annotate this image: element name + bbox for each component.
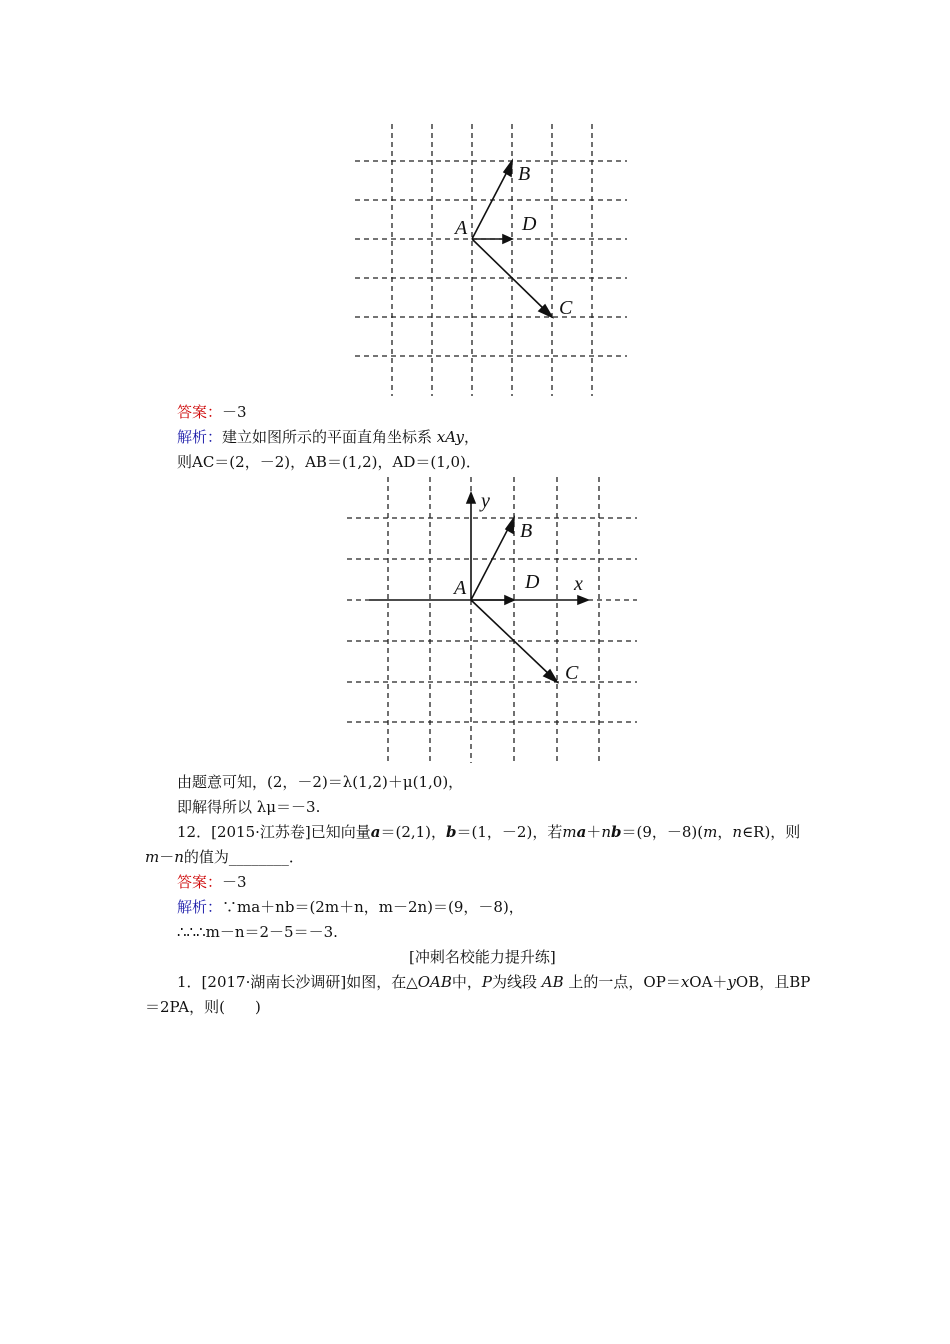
vector-ac xyxy=(472,239,547,312)
answer-value: －3 xyxy=(222,873,247,891)
vector-ac-2 xyxy=(471,600,552,677)
arrowhead-d xyxy=(503,235,512,243)
q12-text: ＝(9，－8)( xyxy=(621,823,704,841)
q12-text: ＋ xyxy=(586,823,602,841)
answer-label: 答案： xyxy=(177,403,223,421)
vector-a: a xyxy=(576,823,587,841)
question-1-line-1 xyxy=(177,972,810,992)
analysis-text: ∵ma＋nb＝(2m＋n，m－2n)＝(9，－8)， xyxy=(222,898,524,916)
label-y-axis: y xyxy=(481,490,490,512)
conclusion-line: ∴∴∴m－n＝2－5＝－3. xyxy=(177,923,338,941)
answer-value: －3 xyxy=(222,403,247,421)
q1-text: 1．[2017·湖南长沙调研]如图，在△ xyxy=(177,973,418,991)
q12-text: － xyxy=(159,848,175,866)
answer-line-q11 xyxy=(177,402,247,422)
q1-text: 为线段 xyxy=(492,973,542,991)
analysis-label: 解析： xyxy=(177,898,223,916)
triangle-name: OAB xyxy=(417,973,452,991)
section-title: [冲刺名校能力提升练] xyxy=(409,948,556,966)
q12-text: 12．[2015·江苏卷]已知向量 xyxy=(177,823,371,841)
analysis-punct: ， xyxy=(463,428,479,446)
var-n: n xyxy=(601,823,611,841)
coordinate-system-name: xAy xyxy=(436,428,464,446)
q1-text: 上的一点，OP＝ xyxy=(563,973,681,991)
arrowhead-d-2 xyxy=(505,596,514,604)
label-d: D xyxy=(522,213,537,235)
vector-b: b xyxy=(446,823,457,841)
q1-text: 中， xyxy=(451,973,482,991)
grid-figure-2 xyxy=(347,477,637,763)
q12-text: ＝(1，－2)，若 xyxy=(456,823,563,841)
analysis-text: 建立如图所示的平面直角坐标系 xyxy=(222,428,437,446)
label-b-2: B xyxy=(520,520,533,542)
var-m: m xyxy=(562,823,577,841)
segment-ab: AB xyxy=(541,973,564,991)
vector-b: b xyxy=(610,823,622,841)
question-12-line-1 xyxy=(177,822,800,842)
label-c-2: C xyxy=(565,662,579,684)
var-m: m xyxy=(703,823,718,841)
analysis-label: 解析： xyxy=(177,428,223,446)
vector-ab-2 xyxy=(471,525,510,600)
q12-text: ＝(2,1)， xyxy=(380,823,447,841)
answer-line-q12 xyxy=(177,872,247,892)
vector-a: a xyxy=(370,823,381,841)
var-x: x xyxy=(680,973,690,991)
q12-text: ∈R)，则 xyxy=(742,823,801,841)
vector-values-line: 则AC＝(2，－2)，AB＝(1,2)，AD＝(1,0)． xyxy=(177,453,481,471)
label-x-axis: x xyxy=(574,573,583,595)
y-axis-arrowhead xyxy=(467,493,475,503)
analysis-line-q11 xyxy=(177,427,479,447)
label-a: A xyxy=(455,217,468,239)
answer-label: 答案： xyxy=(177,873,223,891)
label-b: B xyxy=(518,163,531,185)
analysis-line-q12 xyxy=(177,897,524,917)
q12-blank-text: 的值为________． xyxy=(183,848,304,866)
result-line: 即解得所以 λμ＝－3. xyxy=(177,798,321,816)
var-m: m xyxy=(145,848,160,866)
var-y: y xyxy=(727,973,736,991)
q12-text: ， xyxy=(717,823,733,841)
q1-text: OA＋ xyxy=(689,973,728,991)
label-d-2: D xyxy=(525,571,540,593)
var-n: n xyxy=(732,823,743,841)
var-n: n xyxy=(174,848,184,866)
point-p: P xyxy=(481,973,492,991)
label-a-2: A xyxy=(454,577,467,599)
vector-ab xyxy=(472,168,509,239)
question-12-line-2 xyxy=(145,847,304,867)
grid-figure-1 xyxy=(355,124,627,396)
equation-line: 由题意可知，(2，－2)＝λ(1,2)＋μ(1,0)， xyxy=(177,773,464,791)
question-1-line-2: ＝2PA，则( ) xyxy=(145,998,261,1016)
x-axis-arrowhead xyxy=(578,596,588,604)
label-c: C xyxy=(559,297,573,319)
q1-text: OB，且BP xyxy=(735,973,811,991)
